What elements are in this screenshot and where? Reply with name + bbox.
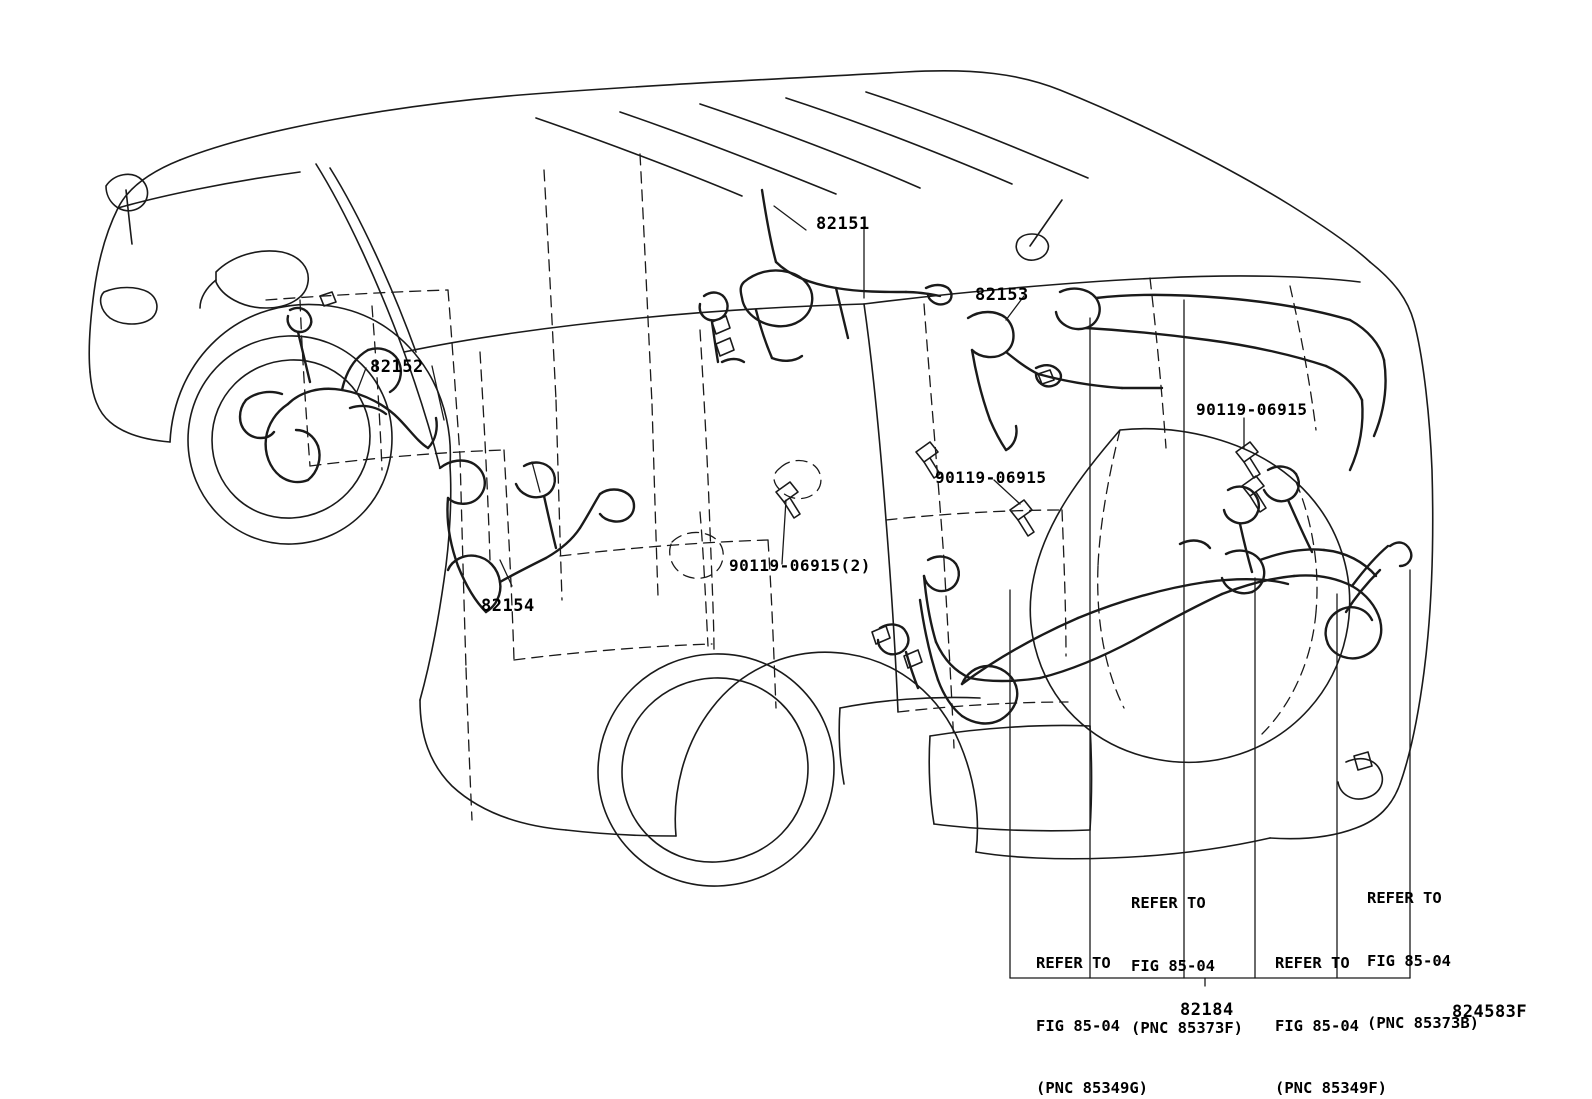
vehicle-body-outline [89, 71, 1433, 886]
callout-82154: 82154 [481, 596, 535, 616]
reference-line-3: (PNC 85349G) [1036, 1079, 1148, 1098]
reference-note-85349f [1275, 911, 1387, 1099]
reference-line-2: FIG 85-04 [1131, 956, 1215, 975]
reference-line-3: (PNC 85349F) [1275, 1079, 1387, 1098]
hidden-structure-lines [266, 154, 1317, 820]
reference-line-1: REFER TO [1131, 893, 1206, 912]
figure-number: 824583F [1452, 1002, 1528, 1022]
reference-line-2: FIG 85-04 [1036, 1016, 1120, 1035]
reference-note-85349g [1036, 911, 1148, 1099]
reference-line-1: REFER TO [1275, 953, 1350, 972]
callout-82153: 82153 [975, 285, 1029, 305]
reference-line-2: FIG 85-04 [1275, 1016, 1359, 1035]
reference-line-3: (PNC 85373F) [1131, 1019, 1243, 1038]
callout-82151: 82151 [816, 214, 870, 234]
callout-90119-06915-2: 90119-06915(2) [729, 556, 871, 575]
reference-line-3: (PNC 85373B) [1367, 1014, 1479, 1033]
bolt-symbols [320, 292, 1372, 770]
reference-line-2: FIG 85-04 [1367, 951, 1451, 970]
callout-90119-06915-upper: 90119-06915 [1196, 400, 1308, 419]
wire-harness-bundles [240, 190, 1411, 723]
reference-line-1: REFER TO [1036, 953, 1111, 972]
main-part-number-82184: 82184 [1180, 1000, 1234, 1020]
callout-90119-06915-middle: 90119-06915 [935, 468, 1047, 487]
callout-82152: 82152 [370, 357, 424, 377]
reference-line-1: REFER TO [1367, 888, 1442, 907]
